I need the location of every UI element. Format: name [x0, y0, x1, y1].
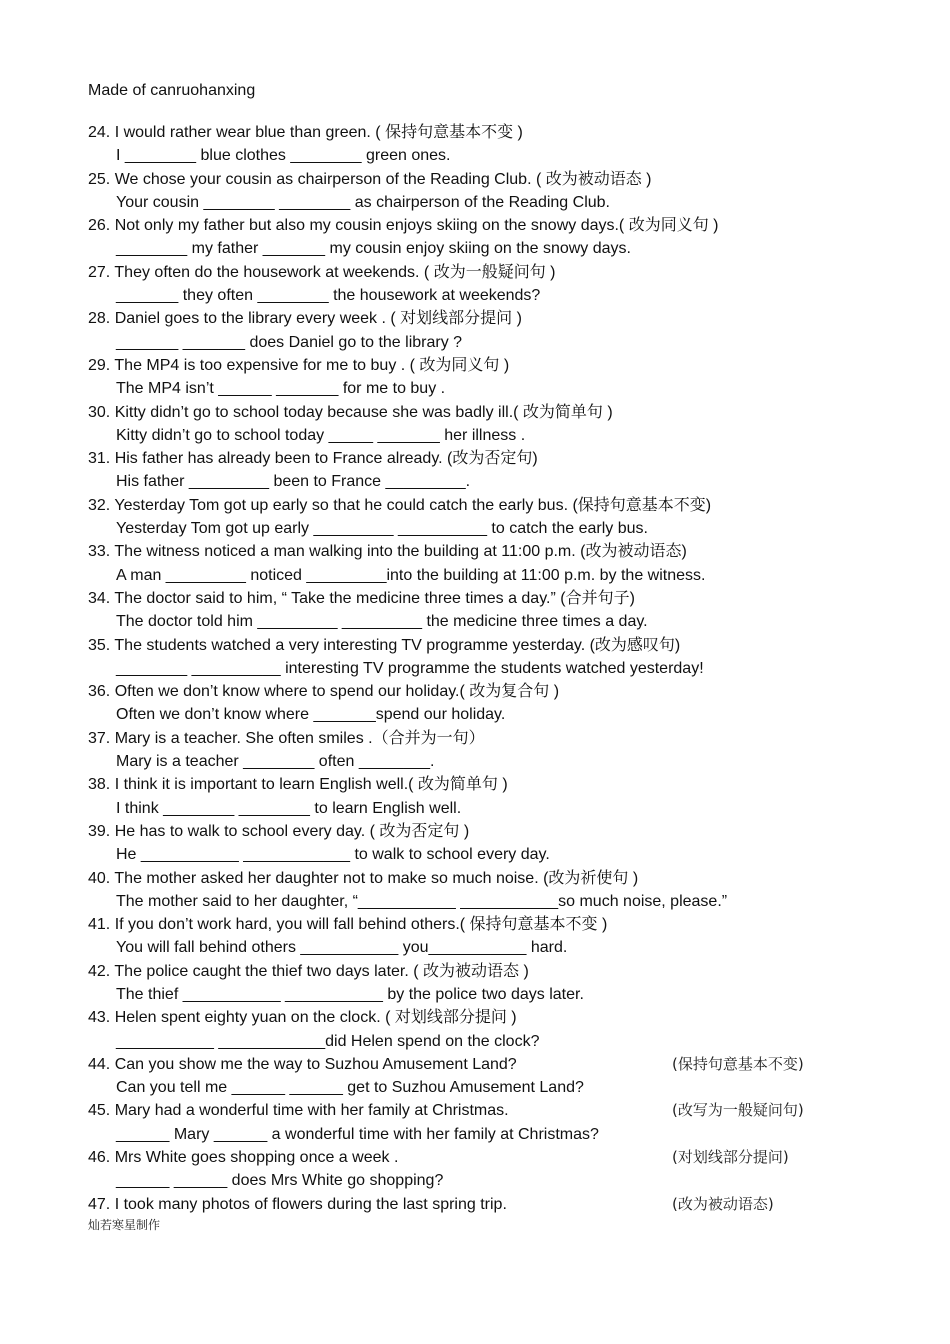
answer-line — [0, 797, 950, 820]
question-line — [0, 307, 950, 330]
answer-text: ________ __________ interesting TV programme the students watched yesterday! — [116, 659, 704, 677]
answer-line — [0, 983, 950, 1006]
question-text: 40. The mother asked her daughter not to make so much noise. (改为祈使句 ) — [88, 869, 639, 887]
answer-text: Mary is a teacher ________ often ________. — [116, 753, 435, 771]
question-line — [0, 354, 950, 377]
question-text: 44. Can you show me the way to Suzhou Amusement Land? — [88, 1055, 517, 1073]
answer-text: ___________ ____________did Helen spend on the clock? — [116, 1032, 540, 1050]
answer-text: Can you tell me ______ ______ get to Suzhou Amusement Land? — [116, 1079, 584, 1097]
answer-text: ______ ______ does Mrs White go shopping? — [116, 1172, 444, 1190]
answer-line — [0, 1030, 950, 1053]
answer-line — [0, 424, 950, 447]
answer-text: _______ they often ________ the housework at weekends? — [116, 287, 541, 305]
answer-text: I ________ blue clothes ________ green ones. — [116, 147, 451, 165]
question-line — [0, 121, 950, 144]
answer-line — [0, 331, 950, 354]
question-text: 35. The students watched a very interesting TV programme yesterday. (改为感叹句) — [88, 636, 681, 654]
answer-text: He ___________ ____________ to walk to school every day. — [116, 846, 550, 864]
question-line — [0, 634, 950, 657]
question-line — [0, 447, 950, 470]
answer-line — [0, 564, 950, 587]
answer-line — [0, 657, 950, 680]
instruction-note: (改为被动语态) — [672, 1194, 774, 1213]
answer-text: ______ Mary ______ a wonderful time with her family at Christmas? — [116, 1125, 599, 1143]
answer-line — [0, 610, 950, 633]
answer-line — [0, 1123, 950, 1146]
instruction-note: (改写为一般疑问句) — [672, 1101, 804, 1120]
question-text: 39. He has to walk to school every day. ( 改为否定句 ) — [88, 822, 470, 840]
question-text: 25. We chose your cousin as chairperson of the Reading Club. ( 改为被动语态 ) — [88, 170, 652, 188]
question-text: 45. Mary had a wonderful time with her family at Christmas. — [88, 1102, 509, 1120]
answer-line — [0, 843, 950, 866]
answer-line — [0, 936, 950, 959]
answer-text: ________ my father _______ my cousin enjoy skiing on the snowy days. — [116, 240, 631, 258]
instruction-note: (保持句意基本不变) — [672, 1054, 804, 1073]
answer-text: A man _________ noticed _________into the building at 11:00 p.m. by the witness. — [116, 566, 706, 584]
question-line — [0, 913, 950, 936]
question-line — [0, 401, 950, 424]
question-line — [0, 867, 950, 890]
question-line — [0, 680, 950, 703]
answer-line — [0, 1076, 950, 1099]
question-text: 29. The MP4 is too expensive for me to buy . ( 改为同义句 ) — [88, 356, 510, 374]
answer-text: You will fall behind others ___________ you___________ hard. — [116, 939, 568, 957]
question-line — [0, 214, 950, 237]
question-text: 47. I took many photos of flowers during the last spring trip. — [88, 1195, 507, 1213]
question-line — [0, 1099, 950, 1122]
answer-text: The MP4 isn’t ______ _______ for me to buy . — [116, 380, 446, 398]
answer-text: _______ _______ does Daniel go to the library ? — [116, 333, 463, 351]
answer-line — [0, 750, 950, 773]
answer-text: The mother said to her daughter, “___________ ___________so much noise, please.” — [116, 892, 728, 910]
answer-text: His father _________ been to France _________. — [116, 473, 471, 491]
answer-text: Your cousin ________ ________ as chairperson of the Reading Club. — [116, 193, 610, 211]
answer-line — [0, 377, 950, 400]
page-footer: 灿若寒星制作 — [88, 1218, 161, 1232]
question-text: 26. Not only my father but also my cousin enjoys skiing on the snowy days.( 改为同义句 ) — [88, 217, 719, 235]
question-text: 30. Kitty didn’t go to school today because she was badly ill.( 改为简单句 ) — [88, 403, 613, 421]
answer-text: Yesterday Tom got up early _________ __________ to catch the early bus. — [116, 520, 648, 538]
question-text: 27. They often do the housework at weekends. ( 改为一般疑问句 ) — [88, 263, 556, 281]
answer-line — [0, 703, 950, 726]
answer-line — [0, 890, 950, 913]
question-line — [0, 1193, 950, 1216]
answer-text: Often we don’t know where _______spend our holiday. — [116, 706, 506, 724]
question-line — [0, 960, 950, 983]
question-text: 34. The doctor said to him, “ Take the medicine three times a day.” (合并句子) — [88, 589, 635, 607]
answer-line — [0, 144, 950, 167]
question-text: 32. Yesterday Tom got up early so that he could catch the early bus. (保持句意基本不变) — [88, 496, 712, 514]
question-line — [0, 540, 950, 563]
answer-line — [0, 517, 950, 540]
question-line — [0, 820, 950, 843]
question-line — [0, 168, 950, 191]
question-line — [0, 1053, 950, 1076]
answer-text: The doctor told him _________ _________ the medicine three times a day. — [116, 613, 648, 631]
page-header: Made of canruohanxing — [88, 82, 256, 99]
exercise-list — [0, 121, 950, 1216]
question-text: 37. Mary is a teacher. She often smiles .（合并为一句） — [88, 729, 485, 747]
answer-line — [0, 284, 950, 307]
question-line — [0, 1006, 950, 1029]
question-line — [0, 773, 950, 796]
question-text: 36. Often we don’t know where to spend our holiday.( 改为复合句 ) — [88, 683, 560, 701]
answer-text: I think ________ ________ to learn English well. — [116, 799, 462, 817]
question-text: 28. Daniel goes to the library every week . ( 对划线部分提问 ) — [88, 310, 522, 328]
instruction-note: (对划线部分提问) — [672, 1148, 789, 1167]
question-text: 31. His father has already been to France already. (改为否定句) — [88, 450, 538, 468]
question-text: 33. The witness noticed a man walking into the building at 11:00 p.m. (改为被动语态) — [88, 543, 687, 561]
answer-line — [0, 1169, 950, 1192]
question-line — [0, 261, 950, 284]
question-text: 41. If you don’t work hard, you will fall behind others.( 保持句意基本不变 ) — [88, 916, 608, 934]
answer-line — [0, 470, 950, 493]
question-text: 43. Helen spent eighty yuan on the clock. ( 对划线部分提问 ) — [88, 1009, 517, 1027]
question-text: 46. Mrs White goes shopping once a week . — [88, 1149, 399, 1167]
answer-text: Kitty didn’t go to school today _____ _______ her illness . — [116, 426, 526, 444]
question-text: 24. I would rather wear blue than green. ( 保持句意基本不变 ) — [88, 124, 523, 141]
answer-line — [0, 237, 950, 260]
question-line — [0, 1146, 950, 1169]
question-line — [0, 494, 950, 517]
question-text: 42. The police caught the thief two days later. ( 改为被动语态 ) — [88, 962, 529, 980]
question-text: 38. I think it is important to learn English well.( 改为简单句 ) — [88, 776, 508, 794]
question-line — [0, 587, 950, 610]
question-line — [0, 727, 950, 750]
answer-text: The thief ___________ ___________ by the police two days later. — [116, 985, 584, 1003]
answer-line — [0, 191, 950, 214]
